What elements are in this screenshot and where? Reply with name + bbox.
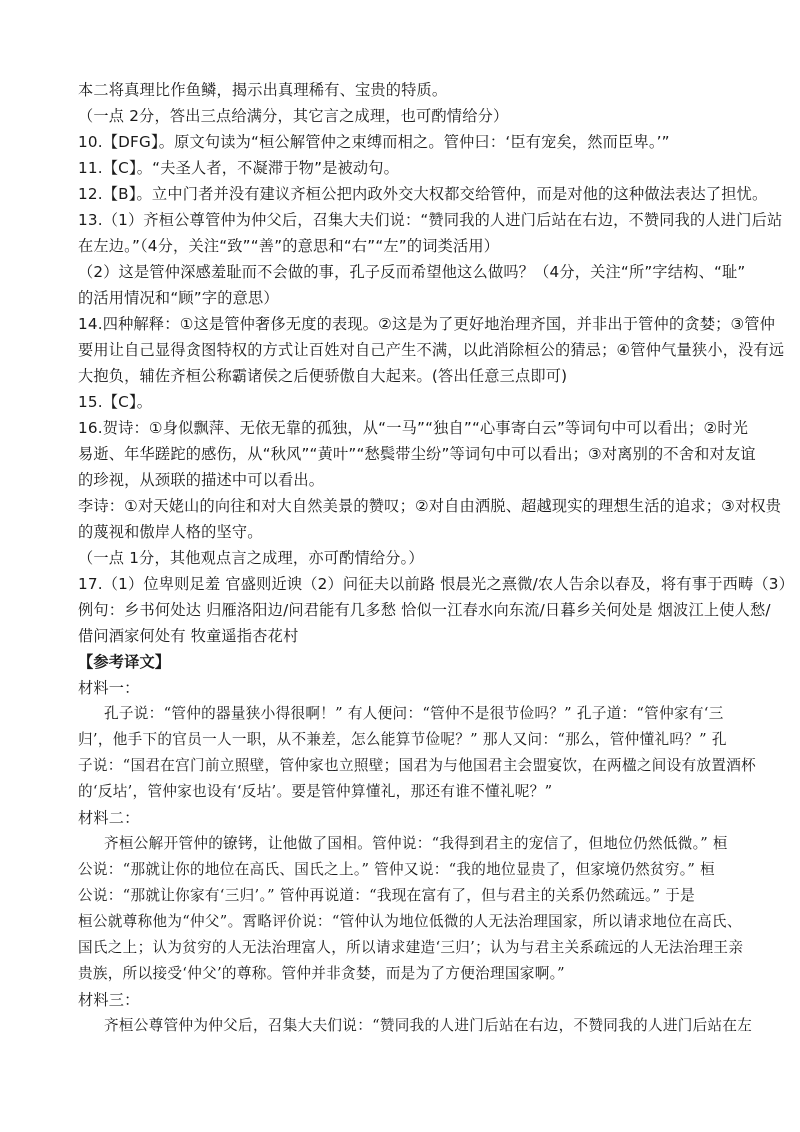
answer-line: （一点 2分，答出三点给满分，其它言之成理，也可酌情给分） xyxy=(78,107,509,125)
answer-line: 借问酒家何处有 牧童遥指杏花村 xyxy=(78,627,299,645)
translation-line: 公说：“那就让你的地位在高氏、国氏之上。” 管仲又说：“我的地位显贵了，但家境仍然贫穷。” 桓 xyxy=(78,861,715,878)
answer-line: 的珍视，从颈联的描述中可以看出。 xyxy=(78,471,325,489)
answer-line: 李诗：①对天姥山的向往和对大自然美景的赞叹；②对自由洒脱、超越现实的理想生活的追求；③对权贵 xyxy=(78,497,782,515)
answer-line: 在左边。”（4分，关注“致”“善”的意思和“右”“左”的词类活用） xyxy=(78,237,500,255)
answer-line: （一点 1分，其他观点言之成理，亦可酌情给分。） xyxy=(78,549,424,567)
answer-line: 本二将真理比作鱼鳞，揭示出真理稀有、宝贵的特质。 xyxy=(78,81,448,99)
answer-line: 13.（1）齐桓公尊管仲为仲父后，召集大夫们说：“赞同我的人进门后站在右边，不赞同我的人进门后站 xyxy=(78,211,783,229)
translation-line: 公说：“那就让你家有‘三归’。” 管仲再说道：“我现在富有了，但与君主的关系仍然疏远。” 于是 xyxy=(78,887,696,904)
answer-line: （2）这是管仲深感羞耻而不会做的事，孔子反而希望他这么做吗？（4分，关注“所”字结构、“耻” xyxy=(78,263,746,281)
answer-line: 14.四种解释：①这是管仲奢侈无度的表现。②这是为了更好地治理齐国，并非出于管仲的贪婪；③管仲 xyxy=(78,315,776,333)
translation-line: 子说：“国君在宫门前立照壁，管仲家也立照壁；国君为与他国君主会盟宴饮，在两楹之间设有放置酒杯 xyxy=(78,757,756,774)
material-2-label: 材料二： xyxy=(78,809,140,827)
answer-line: 12.【B】。立中门者并没有建议齐桓公把内政外交大权都交给管仲，而是对他的这种做法表达了担忧。 xyxy=(78,185,768,203)
answer-line: 10.【DFG】。原文句读为“桓公解管仲之束缚而相之。管仲曰：‘臣有宠矣，然而臣卑。’” xyxy=(78,133,670,151)
answer-line: 易逝、年华蹉跎的感伤，从“秋风”“黄叶”“愁鬓带尘纷”等词句中可以看出；③对离别的不舍和对友谊 xyxy=(78,445,756,463)
translation-line: 贵族，所以接受‘仲父’的尊称。管仲并非贪婪，而是为了方便治理国家啊。” xyxy=(78,965,565,982)
answer-line: 17.（1）位卑则足羞 官盛则近谀（2）问征夫以前路 恨晨光之熹微/农人告余以春及，将有事于西畴（3） xyxy=(78,575,794,593)
translation-line: 归’，他手下的官员一人一职，从不兼差，怎么能算节俭呢？” 那人又问：“那么，管仲懂礼吗？” 孔 xyxy=(78,731,727,748)
translation-line: 齐桓公尊管仲为仲父后，召集大夫们说：“赞同我的人进门后站在右边，不赞同我的人进门后站在左 xyxy=(104,1017,753,1034)
translation-line: 国氏之上；认为贫穷的人无法治理富人，所以请求建造‘三归’；认为与君主关系疏远的人无法治理王亲 xyxy=(78,939,744,956)
translation-line: 的‘反坫’，管仲家也设有‘反坫’。要是管仲算懂礼，那还有谁不懂礼呢？” xyxy=(78,783,553,800)
translation-line: 齐桓公解开管仲的镣铐，让他做了国相。管仲说：“我得到君主的宠信了，但地位仍然低微。” 桓 xyxy=(104,835,728,852)
answer-line: 要用让自己显得贪图特权的方式让百姓对自己产生不满，以此消除桓公的猜忌；④管仲气量狭小，没有远 xyxy=(78,341,785,359)
translation-line: 孔子说：“管仲的器量狭小得很啊！” 有人便问：“管仲不是很节俭吗？” 孔子道：“管仲家有‘三 xyxy=(104,705,724,722)
answer-line: 11.【C】。“夫圣人者，不凝滞于物”是被动句。 xyxy=(78,159,400,177)
answer-line: 15.【C】。 xyxy=(78,393,153,411)
answer-line: 大抱负，辅佐齐桓公称霸诸侯之后便骄傲自大起来。(答出任意三点即可) xyxy=(78,367,568,385)
answer-line: 的蔑视和傲岸人格的坚守。 xyxy=(78,523,263,541)
answer-line: 的活用情况和“顾”字的意思） xyxy=(78,289,279,307)
translation-line: 桓公就尊称他为“仲父”。霄略评价说：“管仲认为地位低微的人无法治理国家，所以请求地位在高氏、 xyxy=(78,913,742,930)
answer-line: 16.贺诗：①身似飘萍、无依无靠的孤独，从“一马”“独自”“心事寄白云”等词句中可以看出；②时光 xyxy=(78,419,749,437)
answer-line: 例句：乡书何处达 归雁洛阳边/问君能有几多愁 恰似一江春水向东流/日暮乡关何处是 烟波江上使人愁/ xyxy=(78,601,771,619)
material-3-label: 材料三： xyxy=(78,991,140,1009)
translation-heading: 【参考译文】 xyxy=(78,653,171,671)
material-1-label: 材料一： xyxy=(78,679,140,697)
